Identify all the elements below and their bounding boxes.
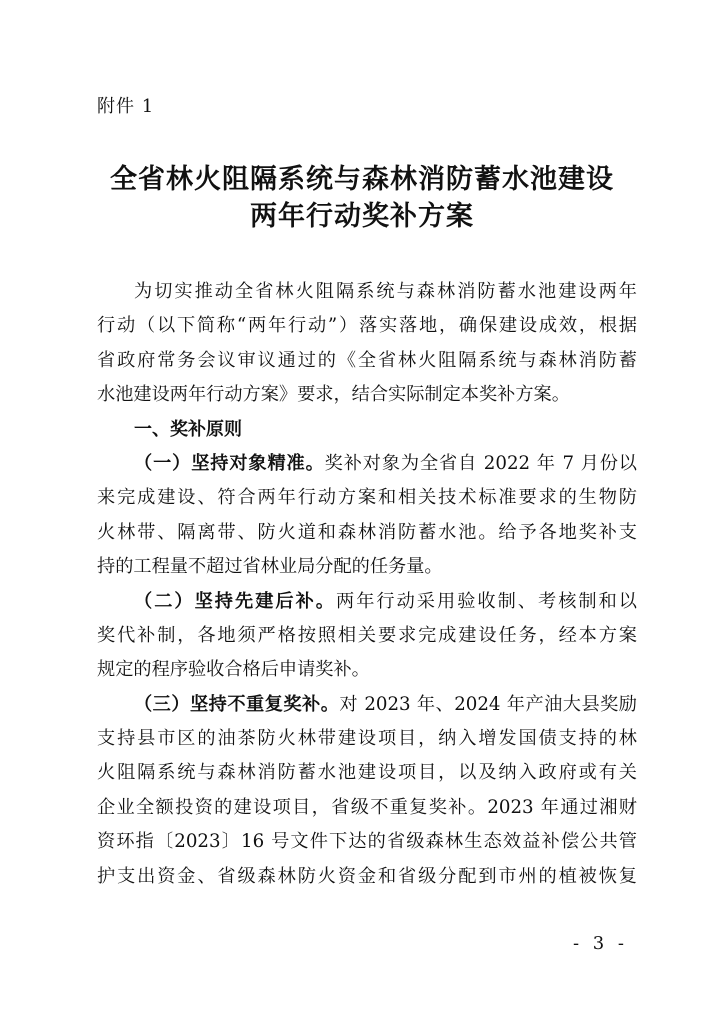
item-text: 两年行动采用验收制、考核制和以 bbox=[336, 590, 637, 612]
paragraph-line: 为切实推动全省林火阻隔系统与森林消防蓄水池建设两年 bbox=[134, 281, 637, 302]
paragraph-line: 企业全额投资的建设项目，省级不重复奖补。2023 年通过湘财 bbox=[97, 796, 637, 818]
paragraph-line: 水池建设两年行动方案》要求，结合实际制定本奖补方案。 bbox=[97, 384, 570, 406]
paragraph-line: 奖代补制，各地须严格按照相关要求完成建设任务，经本方案 bbox=[97, 624, 637, 646]
paragraph-line bbox=[97, 688, 637, 722]
paragraph-line: 资环指〔2023〕16 号文件下达的省级森林生态效益补偿公共管 bbox=[97, 831, 637, 853]
paragraph-line bbox=[97, 585, 637, 619]
paragraph-line: 省政府常务会议审议通过的《全省林火阻隔系统与森林消防蓄 bbox=[97, 349, 637, 371]
page-number: - 3 - bbox=[572, 933, 628, 954]
paragraph-line: 行动（以下简称“两年行动”）落实落地，确保建设成效，根据 bbox=[97, 315, 637, 337]
paragraph-line: 护支出资金、省级森林防火资金和省级分配到市州的植被恢复 bbox=[97, 865, 637, 887]
attachment-label: 附件 1 bbox=[97, 96, 155, 117]
item-text: 对 2023 年、2024 年产油大县奖励 bbox=[339, 693, 637, 715]
paragraph-line: 规定的程序验收合格后申请奖补。 bbox=[97, 659, 370, 681]
paragraph-line: 来完成建设、符合两年行动方案和相关技术标准要求的生物防 bbox=[97, 487, 637, 509]
paragraph-line: 火林带、隔离带、防火道和森林消防蓄水池。给予各地奖补支 bbox=[97, 521, 637, 543]
item-lead: （三）坚持不重复奖补。 bbox=[134, 693, 340, 715]
paragraph-line: 支持县市区的油茶防火林带建设项目，纳入增发国债支持的林 bbox=[97, 728, 637, 750]
paragraph-line: 持的工程量不超过省林业局分配的任务量。 bbox=[97, 556, 443, 578]
paragraph-line: 火阻隔系统与森林消防蓄水池建设项目，以及纳入政府或有关 bbox=[97, 762, 637, 784]
paragraph-line bbox=[97, 447, 637, 481]
item-lead: （一）坚持对象精准。 bbox=[134, 452, 325, 474]
document-body bbox=[97, 275, 637, 894]
document-title-line-1: 全省林火阻隔系统与森林消防蓄水池建设 bbox=[110, 164, 614, 195]
section-heading: 一、奖补原则 bbox=[134, 418, 242, 440]
document-title-line-2: 两年行动奖补方案 bbox=[250, 201, 474, 232]
item-text: 奖补对象为全省自 2022 年 7 月份以 bbox=[324, 452, 637, 474]
item-lead: （二）坚持先建后补。 bbox=[134, 590, 336, 612]
